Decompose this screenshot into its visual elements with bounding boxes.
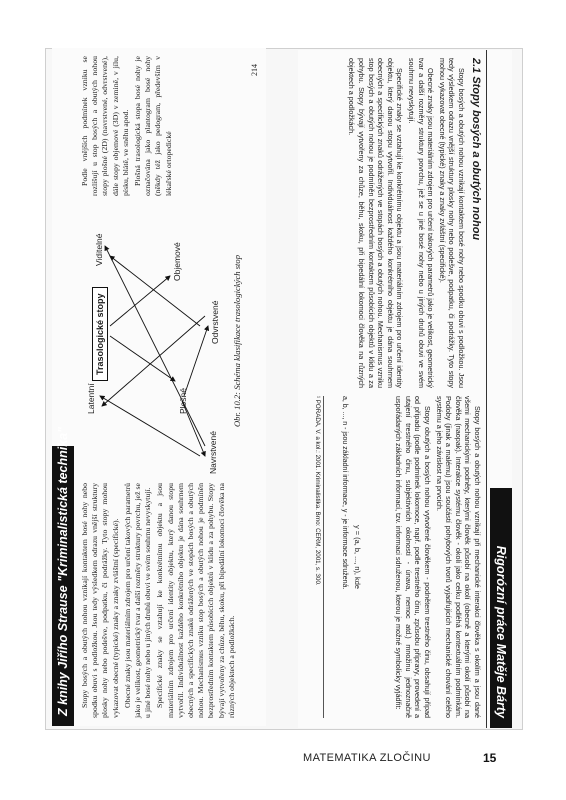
right-scan-text-column-2 <box>362 396 482 718</box>
right-scan-text-column <box>306 58 466 388</box>
left-scan-text-column <box>80 483 260 718</box>
paragraph: Specifické znaky se vztahují ke konkrétnímu objektu a jsou materiálním zdrojem pro určení identity objektu, který danou stopu vytvořil. Individuálnost každého konkrétního objektu je dána souhrnem obecných a specifických znaků odrážených ve stopách bosých a obutých nohou. Mechanismus vzniku stop bosých a obutých nohou je podmíněn bezprostředním kontaktem působících objektů v klidu a za pohybu. Stopy bývají vytvořeny za chůze, běhu, skoku, při bipedální lokomoci člověka na různých objektech a podložkách. <box>155 483 236 718</box>
formula-explanation: a, b, ..., n - jsou základní informace, y - je informace sdružená. <box>341 396 348 590</box>
paragraph: Stopy bosých a obutých nohou vznikají kontaktem bosé nohy nebo spodku obuvi s podložkou. Jsou tedy výsledkem odrazu vnější struktury plosky nohy nebo podešve, podpatku, či podrážky. Tyto stopy mohou vykazovat obecné (typické) znaky a znaky zvláštní (specifické). <box>437 58 466 388</box>
diagram-center-box: Trasologické stopy <box>92 287 108 381</box>
paragraph: Podle vnějších podmínek vzniku se rozlišují u stop bosých a obutých nohou stopy plošné (2D) (navrstvené, odvrstvené), dále stopy objemové (3D) v zemině, v jílu, písku, blátě, ve sněhu apod. <box>80 56 130 196</box>
left-scan-page-number: 214 <box>250 64 259 76</box>
diagram-label-objemove: Objemové <box>172 242 182 281</box>
right-scan-banner: Rigorózní práce Matěje Bárty <box>490 488 512 728</box>
diagram-label-navrstvene: Navrstvené <box>208 431 218 474</box>
diagram-label-plosne: Plošné <box>178 388 188 414</box>
paragraph: Plošná trasologická stopa bosé nohy je označována jako plantogram bosé nohy (někdy též jako pedogram, především v lékařské ortopedické <box>133 56 173 196</box>
paragraph: Obecné znaky jsou materiálním zdrojem pro určení takových parametrů jako je velikost, geometrický tvar a další rozměry struktury povrchu, jež se u jiné bosé nohy nebo u jiných druhů obuvi ve svém souhrnu nevyskytují. <box>122 483 153 718</box>
arrow-odvrstvene-viditelne <box>110 256 200 326</box>
left-book-scan <box>52 48 266 726</box>
arrow-to-plosne <box>110 336 175 381</box>
classification-diagram <box>80 206 230 476</box>
figure-caption: Obr. 10.2: Schéma klasifikace trasologických stop <box>232 254 242 428</box>
diagram-label-odvrstvene: Odvrstvené <box>210 300 220 344</box>
paragraph: Stopy bosých a obutých nohou vznikají kontaktem bosé nohy nebo spodku obuvi s podložkou. Jsou tedy výsledkem odrazu vnější struktury plosky nohy nebo podešve, podpatku, či podrážky. Tyto stopy mohou vykazovat obecné (typické) znaky a znaky zvláštní (specifické). <box>80 483 120 718</box>
arrow-to-odvrstvene <box>184 326 208 396</box>
footer-title: MATEMATIKA ZLOČINU <box>303 752 431 764</box>
diagram-label-latentni: Latentní <box>86 383 96 414</box>
section-heading: 2.1 Stopy bosých a obutých nohou <box>470 58 482 241</box>
arrow-to-objemove <box>110 276 170 326</box>
right-thesis-scan <box>298 50 512 728</box>
left-scan-text-column-2 <box>80 56 250 196</box>
paragraph: Stopy bosých a obutých nohou vznikají při mechanické interakci člověka s okolím a jsou dané všemi mechanickými podněty, kterými člověk působí na okolí (obecně a kterými okolí působí na člověka (naopak). Interakce systému člověk - okolí jako celku podléhá kontextuálním podmínkám. Podoby (jinak a malému) jsou součástí pohybových tvorů vyjadřujících mechanické chování celého systému a jeho závislost na prvcích. <box>434 396 482 718</box>
footer-page-number: 15 <box>483 751 497 765</box>
footnote: ¹ PORADA, V. a kol.: 2001. Kriminalistika. Brno: CERM, 2001, s. 300. <box>314 396 324 718</box>
header-rule <box>486 50 487 728</box>
paragraph: Obecné znaky jsou materiálním zdrojem pro určení takových parametrů jako je velikost, geometrický tvar a další rozměry struktury povrchu, jež se u jiné bosé nohy nebo u jiných druhů obuvi ve svém souhrnu nevyskytují. <box>407 58 436 388</box>
formula: y = (a, b, ..., n), kde <box>353 525 362 589</box>
paragraph: Specifické znaky se vztahují ke konkrétnímu objektu a jsou materiálním zdrojem pro určení identity objektu, který danou stopu vytvořil. Individuálnost každého konkrétního objektu je dána souhrnem obecných a specifických znaků odrážených ve stopách bosých a obutých nohou. Mechanismus vzniku stop bosých a obutých nohou je podmíněn bezprostředním kontaktem působících objektů v klidu a za pohybu. Stopy bývají vytvořeny za chůze, běhu, skoku, při bipedální lokomoci člověka na různých objektech a podložkách. <box>347 58 405 388</box>
paragraph: Stopy obutých a bosých nohou vytvořené člověkem - podnětem trestného činu, obsahují případ od případu (podle podmínek lokomoce, např. podle trestného činu, způsobu přípravy, provedení a utajení trestného činu, subjektivních okolností - únava, nemoc atd.) množinu jednoznačně uspořádaných základních informací, tzv. informaci sdruženou, kterou je možné symbolicky vyjádřit: <box>394 396 433 718</box>
diagram-label-viditelne: Viditelné <box>94 233 104 266</box>
arrow-cross-a <box>105 246 205 446</box>
left-scan-banner: Z knihy Jiřího Strause "Kriminalistická technika" <box>52 446 74 726</box>
arrow-cross-b <box>102 316 205 406</box>
